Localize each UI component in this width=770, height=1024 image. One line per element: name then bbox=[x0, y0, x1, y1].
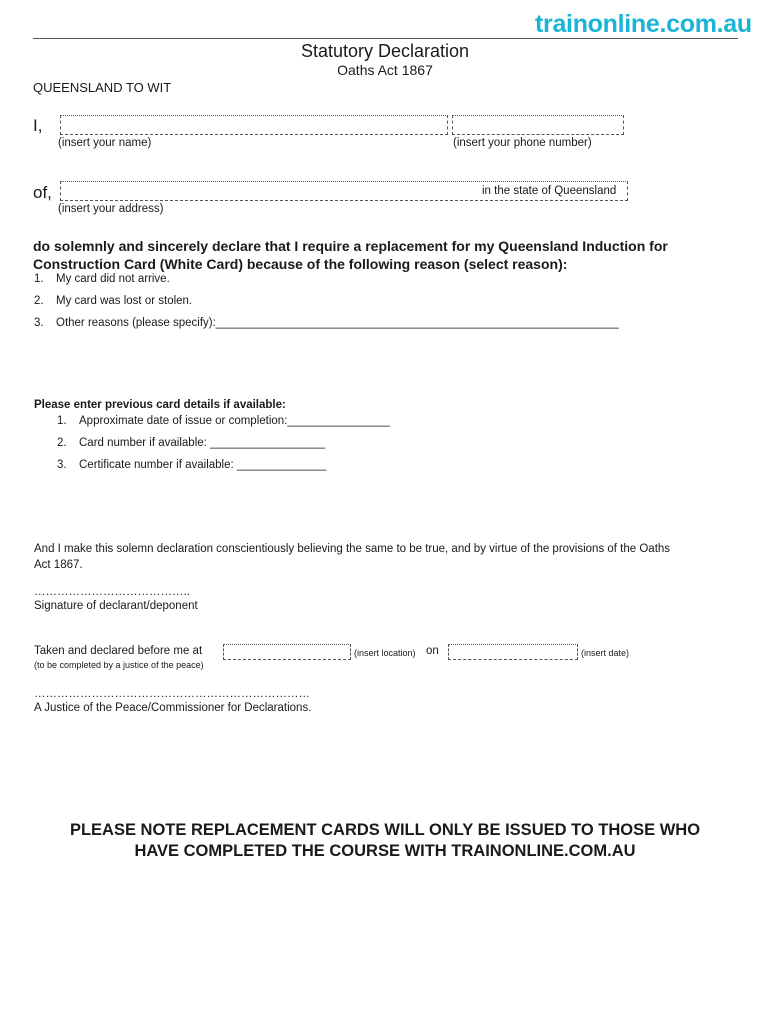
reason-label: My card was lost or stolen. bbox=[56, 295, 193, 307]
previous-item-card-number[interactable] bbox=[57, 437, 325, 449]
name-field[interactable] bbox=[60, 115, 448, 135]
on-word: on bbox=[426, 645, 439, 657]
previous-item-date[interactable] bbox=[57, 415, 390, 427]
reason-number: 3. bbox=[34, 317, 44, 329]
document-subtitle: Oaths Act 1867 bbox=[337, 62, 433, 78]
phone-field[interactable] bbox=[452, 115, 624, 135]
phone-hint: (insert your phone number) bbox=[453, 137, 592, 149]
jurisdiction-label: QUEENSLAND TO WIT bbox=[33, 80, 172, 95]
item-label: Certificate number if available: ______________ bbox=[79, 459, 327, 471]
item-label: Card number if available: __________________ bbox=[79, 437, 326, 449]
date-field[interactable] bbox=[448, 644, 578, 660]
address-prefix: of, bbox=[33, 183, 52, 202]
reason-label: My card did not arrive. bbox=[56, 273, 170, 285]
item-number: 2. bbox=[57, 437, 67, 449]
reason-label: Other reasons (please specify):_______________________________________________________________ bbox=[56, 317, 619, 329]
signature-label: Signature of declarant/deponent bbox=[34, 600, 198, 612]
name-prefix: I, bbox=[33, 116, 43, 135]
replacement-notice bbox=[0, 820, 770, 862]
date-hint: (insert date) bbox=[581, 648, 630, 658]
previous-item-certificate[interactable] bbox=[57, 459, 326, 471]
declaration-line-2: Construction Card (White Card) because of the following reason (select reason): bbox=[33, 256, 568, 272]
location-field[interactable] bbox=[223, 644, 351, 660]
item-number: 1. bbox=[57, 415, 67, 427]
previous-card-heading: Please enter previous card details if available: bbox=[34, 399, 286, 411]
taken-label: Taken and declared before me at bbox=[34, 645, 203, 657]
brand-logo-text: trainonline.com.au bbox=[535, 10, 752, 38]
notice-line-1: PLEASE NOTE REPLACEMENT CARDS WILL ONLY BE ISSUED TO THOSE WHO bbox=[69, 821, 701, 839]
reason-number: 1. bbox=[34, 273, 44, 285]
reason-option-2[interactable] bbox=[34, 295, 192, 307]
document-title: Statutory Declaration bbox=[300, 41, 470, 61]
reason-option-3[interactable] bbox=[34, 317, 619, 329]
solemn-line-2: Act 1867. bbox=[34, 559, 83, 571]
location-hint: (insert location) bbox=[354, 648, 416, 658]
address-hint: (insert your address) bbox=[58, 203, 164, 215]
jp-label: A Justice of the Peace/Commissioner for Declarations. bbox=[34, 702, 312, 714]
notice-line-2: HAVE COMPLETED THE COURSE WITH TRAINONLINE.COM.AU bbox=[134, 842, 636, 860]
declaration-line-1: do solemnly and sincerely declare that I require a replacement for my Queensland Induction for bbox=[33, 238, 668, 254]
jp-note: (to be completed by a justice of the peace) bbox=[34, 660, 204, 670]
signature-line[interactable]: ………………………………….. bbox=[34, 586, 190, 598]
header-divider bbox=[33, 38, 738, 39]
declaration-text bbox=[33, 237, 668, 273]
solemn-declaration bbox=[34, 541, 670, 573]
jp-signature-line[interactable]: ……………………………………………………………… bbox=[34, 688, 310, 700]
state-text: in the state of Queensland bbox=[482, 185, 617, 197]
name-hint: (insert your name) bbox=[58, 137, 152, 149]
item-number: 3. bbox=[57, 459, 67, 471]
reason-number: 2. bbox=[34, 295, 44, 307]
item-label: Approximate date of issue or completion:________________ bbox=[79, 415, 390, 427]
solemn-line-1: And I make this solemn declaration conscientiously believing the same to be true, and by virtue of the provisions of the Oaths bbox=[34, 543, 671, 555]
reason-option-1[interactable] bbox=[34, 273, 170, 285]
